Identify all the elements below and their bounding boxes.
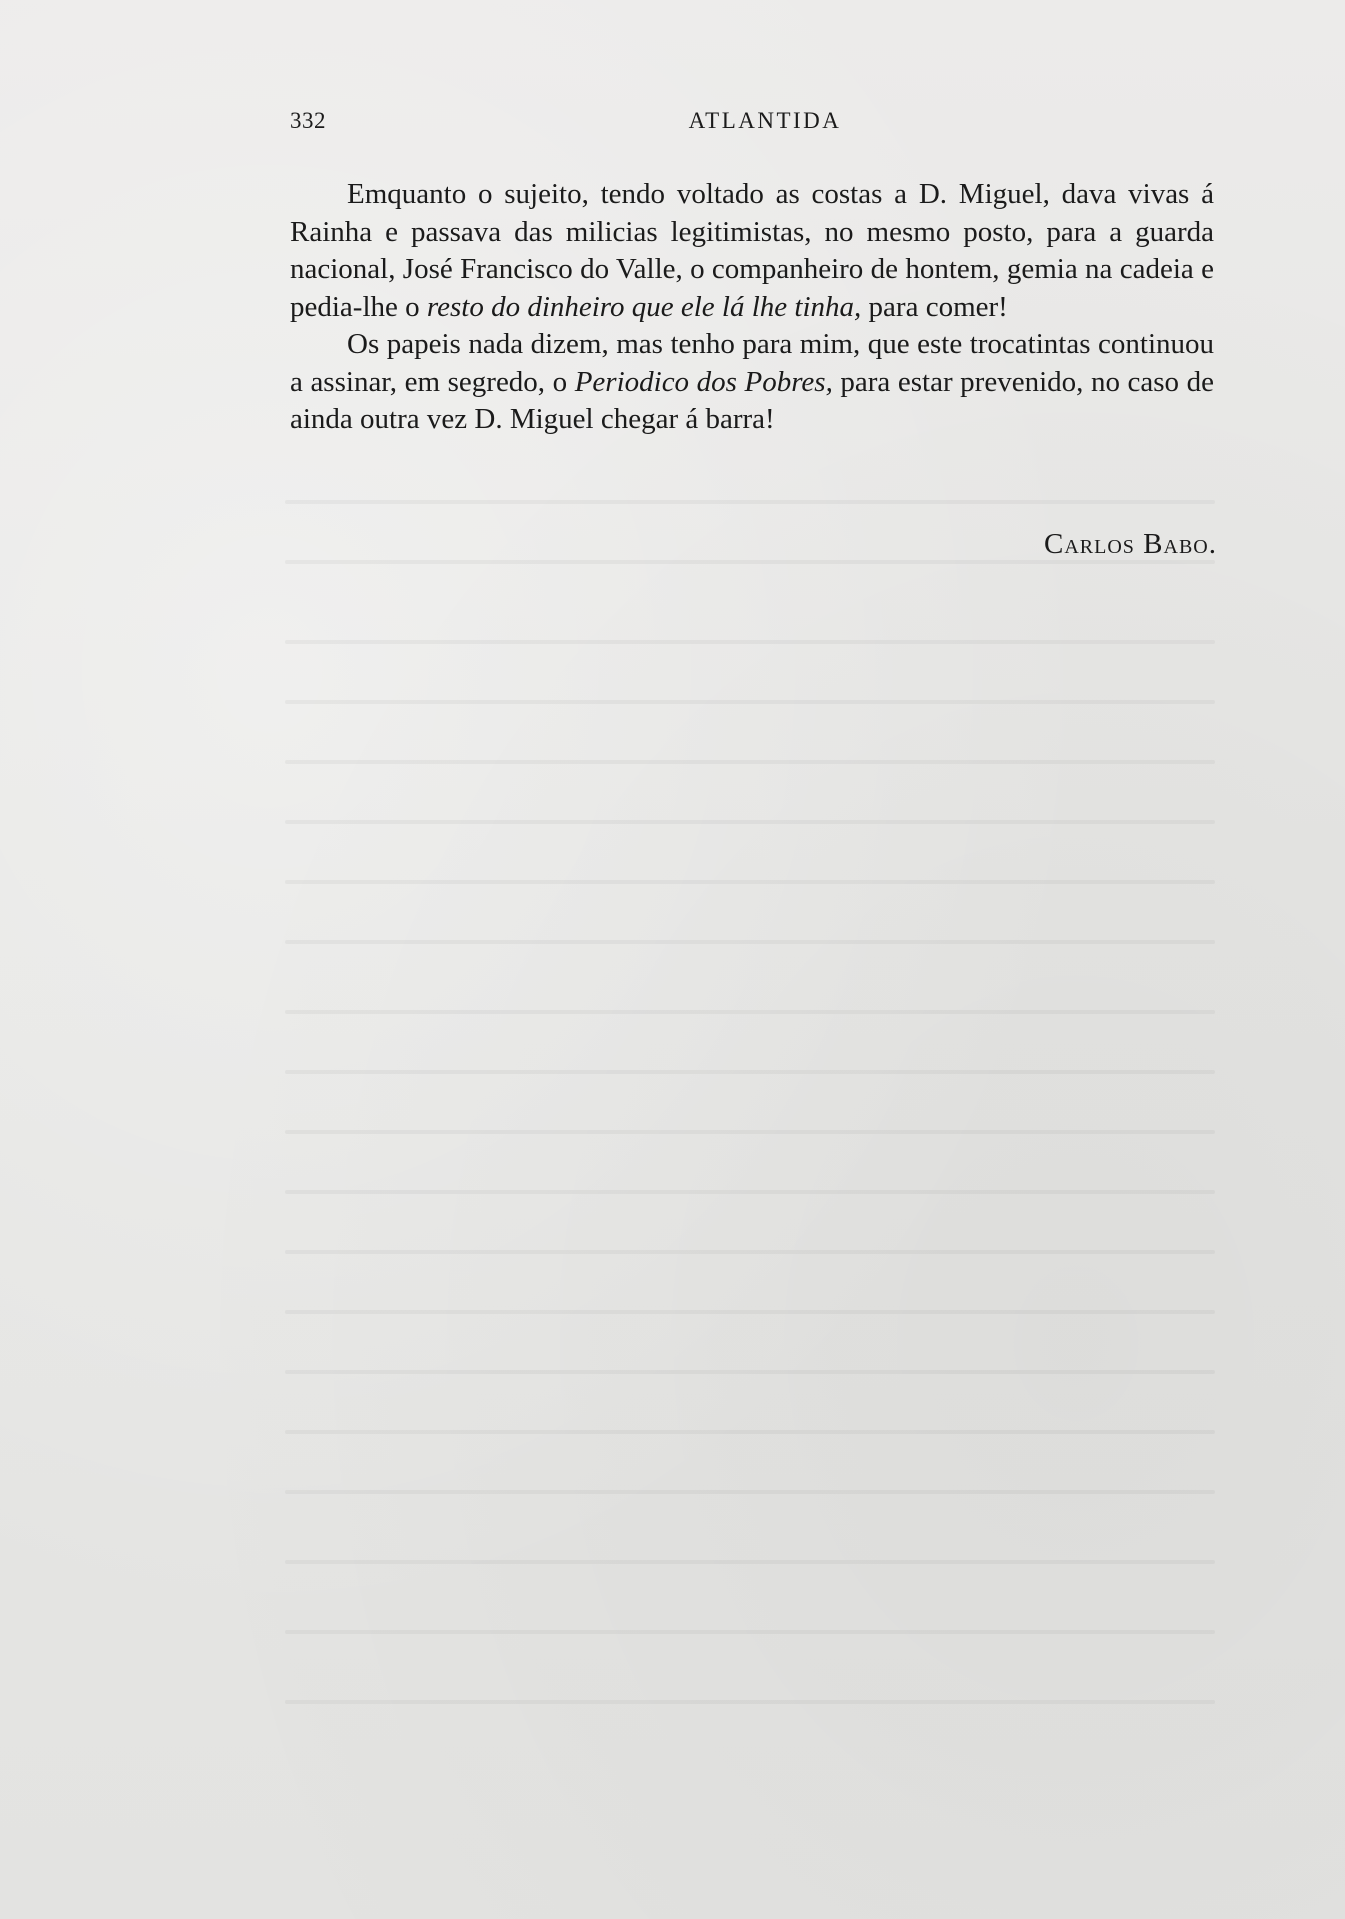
paragraph-1-text-end: para comer! — [861, 290, 1008, 323]
bleed-through-line — [285, 1010, 1215, 1014]
paragraph-2-italic-title: Periodico dos Pobres, — [574, 365, 833, 398]
page-number: 332 — [290, 108, 326, 133]
running-head — [290, 108, 1210, 144]
bleed-through-line — [285, 940, 1215, 944]
paragraph-1 — [290, 176, 1214, 326]
author-signature: Carlos Babo. — [1044, 528, 1217, 560]
bleed-through-line — [285, 1190, 1215, 1194]
bleed-through-line — [285, 1560, 1215, 1564]
bleed-through-line — [285, 1700, 1215, 1704]
bleed-through-line — [285, 760, 1215, 764]
bleed-through-line — [285, 1070, 1215, 1074]
paragraph-1-text: Emquanto o sujeito, tendo voltado as costas a D. Miguel, dava vivas á Rainha e passava das milicias legitimistas, no mesmo posto, para a guarda nacional, José Francisco do Valle, o companheiro de hontem, gemia na cadeia e pedia-lhe o — [290, 178, 1214, 323]
bleed-through-line — [285, 640, 1215, 644]
bleed-through-line — [285, 1250, 1215, 1254]
paragraph-1-italic-quote: resto do dinheiro que ele lá lhe tinha, — [426, 290, 862, 323]
article-body — [290, 176, 1214, 439]
bleed-through-line — [285, 1130, 1215, 1134]
bleed-through-line — [285, 1490, 1215, 1494]
bleed-through-line — [285, 1630, 1215, 1634]
bleed-through-line — [285, 500, 1215, 504]
bleed-through-line — [285, 880, 1215, 884]
paragraph-2-text: Os papeis nada dizem, mas tenho para mim, que este trocatintas continuou a assinar, em segredo, o — [290, 328, 1214, 398]
bleed-through-line — [285, 820, 1215, 824]
bleed-through-line — [285, 1370, 1215, 1374]
journal-title: ATLANTIDA — [688, 108, 842, 133]
paragraph-2 — [290, 326, 1214, 439]
bleed-through-line — [285, 700, 1215, 704]
bleed-through-line — [285, 1310, 1215, 1314]
bleed-through-line — [285, 1430, 1215, 1434]
paragraph-2-text-end: para estar prevenido, no caso de ainda outra vez D. Miguel chegar á barra! — [290, 365, 1214, 435]
